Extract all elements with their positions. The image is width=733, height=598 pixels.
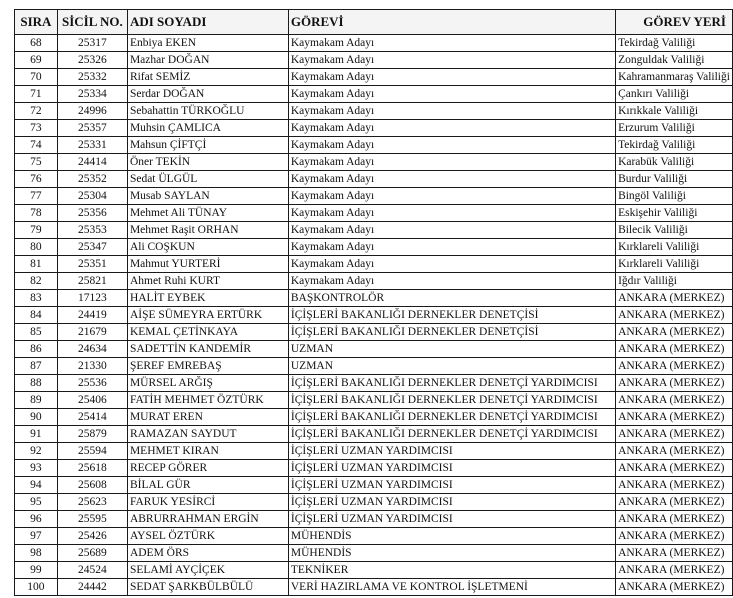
cell-sira: 82 (15, 273, 58, 290)
table-row (15, 409, 733, 426)
cell-gorevi: Kaymakam Adayı (288, 137, 615, 154)
cell-gorevi: Kaymakam Adayı (288, 69, 615, 86)
cell-sicil-no: 25347 (57, 239, 127, 256)
cell-sira: 93 (15, 460, 58, 477)
table-body (15, 35, 733, 596)
cell-gorev-yeri: Kahramanmaraş Valiliği (616, 69, 733, 86)
cell-gorev-yeri: Bilecik Valiliği (616, 222, 733, 239)
table-row (15, 52, 733, 69)
cell-adi-soyadi: Sedat ÜLGÜL (127, 171, 288, 188)
cell-adi-soyadi: Mazhar DOĞAN (127, 52, 288, 69)
cell-gorevi: İÇİŞLERİ UZMAN YARDIMCISI (288, 460, 615, 477)
table-row (15, 137, 733, 154)
table-row (15, 307, 733, 324)
cell-sicil-no: 24634 (57, 341, 127, 358)
cell-gorevi: İÇİŞLERİ BAKANLIĞI DERNEKLER DENETÇİSİ (288, 324, 615, 341)
cell-sira: 81 (15, 256, 58, 273)
cell-gorev-yeri: ANKARA (MERKEZ) (616, 307, 733, 324)
cell-gorevi: Kaymakam Adayı (288, 86, 615, 103)
cell-adi-soyadi: HALİT EYBEK (127, 290, 288, 307)
table-row (15, 341, 733, 358)
cell-sira: 94 (15, 477, 58, 494)
cell-adi-soyadi: Muhsin ÇAMLICA (127, 120, 288, 137)
cell-gorevi: İÇİŞLERİ BAKANLIĞI DERNEKLER DENETÇİ YARDIMCISI (288, 426, 615, 443)
table-row (15, 511, 733, 528)
cell-gorev-yeri: ANKARA (MERKEZ) (616, 494, 733, 511)
cell-gorev-yeri: Kırklareli Valiliği (616, 239, 733, 256)
cell-sicil-no: 25879 (57, 426, 127, 443)
cell-gorevi: VERİ HAZIRLAMA VE KONTROL İŞLETMENİ (288, 579, 615, 596)
cell-adi-soyadi: Ali COŞKUN (127, 239, 288, 256)
cell-adi-soyadi: SADETTİN KANDEMİR (127, 341, 288, 358)
cell-gorevi: Kaymakam Adayı (288, 35, 615, 52)
cell-gorevi: Kaymakam Adayı (288, 239, 615, 256)
cell-sira: 100 (15, 579, 58, 596)
cell-sira: 77 (15, 188, 58, 205)
cell-sicil-no: 25353 (57, 222, 127, 239)
cell-adi-soyadi: AİŞE SÜMEYRA ERTÜRK (127, 307, 288, 324)
cell-sicil-no: 25821 (57, 273, 127, 290)
table-row (15, 426, 733, 443)
cell-gorevi: Kaymakam Adayı (288, 154, 615, 171)
cell-sira: 99 (15, 562, 58, 579)
cell-gorevi: Kaymakam Adayı (288, 52, 615, 69)
cell-sicil-no: 25317 (57, 35, 127, 52)
cell-gorev-yeri: ANKARA (MERKEZ) (616, 358, 733, 375)
cell-gorev-yeri: Iğdır Valiliği (616, 273, 733, 290)
header-row (15, 10, 733, 35)
cell-sira: 73 (15, 120, 58, 137)
personnel-table (14, 9, 733, 596)
cell-gorev-yeri: ANKARA (MERKEZ) (616, 460, 733, 477)
cell-gorevi: BAŞKONTROLÖR (288, 290, 615, 307)
cell-sicil-no: 17123 (57, 290, 127, 307)
table-row (15, 375, 733, 392)
table-row (15, 443, 733, 460)
cell-sira: 69 (15, 52, 58, 69)
table-row (15, 120, 733, 137)
cell-adi-soyadi: ABRURRAHMAN ERGİN (127, 511, 288, 528)
header-sira: SIRA (15, 10, 58, 35)
cell-adi-soyadi: MURAT EREN (127, 409, 288, 426)
cell-gorevi: TEKNİKER (288, 562, 615, 579)
cell-gorev-yeri: ANKARA (MERKEZ) (616, 579, 733, 596)
cell-gorev-yeri: Çankırı Valiliği (616, 86, 733, 103)
cell-sira: 97 (15, 528, 58, 545)
header-adi-soyadi: ADI SOYADI (127, 10, 288, 35)
table-row (15, 460, 733, 477)
cell-gorev-yeri: Kırıkkale Valiliği (616, 103, 733, 120)
header-sicil-no: SİCİL NO. (57, 10, 127, 35)
cell-sicil-no: 25304 (57, 188, 127, 205)
cell-sicil-no: 21330 (57, 358, 127, 375)
cell-gorevi: Kaymakam Adayı (288, 273, 615, 290)
cell-adi-soyadi: ŞEREF EMREBAŞ (127, 358, 288, 375)
cell-gorev-yeri: Tekirdağ Valiliği (616, 137, 733, 154)
cell-adi-soyadi: Enbiya EKEN (127, 35, 288, 52)
cell-sicil-no: 24524 (57, 562, 127, 579)
cell-gorev-yeri: ANKARA (MERKEZ) (616, 324, 733, 341)
cell-gorevi: İÇİŞLERİ UZMAN YARDIMCISI (288, 511, 615, 528)
cell-gorevi: Kaymakam Adayı (288, 103, 615, 120)
cell-adi-soyadi: Mehmet Ali TÜNAY (127, 205, 288, 222)
cell-sira: 80 (15, 239, 58, 256)
cell-gorev-yeri: Erzurum Valiliği (616, 120, 733, 137)
table-row (15, 222, 733, 239)
cell-sicil-no: 24996 (57, 103, 127, 120)
cell-sicil-no: 25618 (57, 460, 127, 477)
cell-gorevi: İÇİŞLERİ BAKANLIĞI DERNEKLER DENETÇİ YARDIMCISI (288, 375, 615, 392)
table-row (15, 290, 733, 307)
cell-gorev-yeri: ANKARA (MERKEZ) (616, 477, 733, 494)
table-row (15, 273, 733, 290)
table-row (15, 256, 733, 273)
cell-sicil-no: 24419 (57, 307, 127, 324)
cell-adi-soyadi: SELAMİ AYÇİÇEK (127, 562, 288, 579)
cell-sira: 72 (15, 103, 58, 120)
table-row (15, 205, 733, 222)
cell-sira: 87 (15, 358, 58, 375)
cell-sicil-no: 25414 (57, 409, 127, 426)
table-row (15, 358, 733, 375)
cell-adi-soyadi: Musab SAYLAN (127, 188, 288, 205)
table-row (15, 545, 733, 562)
cell-adi-soyadi: KEMAL ÇETİNKAYA (127, 324, 288, 341)
cell-sira: 98 (15, 545, 58, 562)
cell-gorev-yeri: ANKARA (MERKEZ) (616, 392, 733, 409)
cell-adi-soyadi: RAMAZAN SAYDUT (127, 426, 288, 443)
table-row (15, 324, 733, 341)
cell-gorevi: İÇİŞLERİ BAKANLIĞI DERNEKLER DENETÇİ YARDIMCISI (288, 392, 615, 409)
cell-sira: 90 (15, 409, 58, 426)
cell-sicil-no: 25623 (57, 494, 127, 511)
cell-adi-soyadi: ADEM ÖRS (127, 545, 288, 562)
cell-gorevi: MÜHENDİS (288, 545, 615, 562)
table-row (15, 392, 733, 409)
cell-adi-soyadi: Rifat SEMİZ (127, 69, 288, 86)
cell-sicil-no: 25595 (57, 511, 127, 528)
cell-adi-soyadi: FARUK YESİRCİ (127, 494, 288, 511)
cell-gorev-yeri: ANKARA (MERKEZ) (616, 528, 733, 545)
cell-adi-soyadi: Serdar DOĞAN (127, 86, 288, 103)
cell-gorev-yeri: Bingöl Valiliği (616, 188, 733, 205)
cell-gorev-yeri: ANKARA (MERKEZ) (616, 341, 733, 358)
cell-gorevi: Kaymakam Adayı (288, 171, 615, 188)
cell-sicil-no: 25594 (57, 443, 127, 460)
cell-sira: 96 (15, 511, 58, 528)
table-row (15, 477, 733, 494)
cell-gorev-yeri: Karabük Valiliği (616, 154, 733, 171)
cell-sira: 74 (15, 137, 58, 154)
cell-gorevi: İÇİŞLERİ UZMAN YARDIMCISI (288, 494, 615, 511)
cell-adi-soyadi: RECEP GÖRER (127, 460, 288, 477)
cell-adi-soyadi: Mahsun ÇİFTÇİ (127, 137, 288, 154)
cell-sira: 68 (15, 35, 58, 52)
cell-gorevi: Kaymakam Adayı (288, 205, 615, 222)
cell-gorev-yeri: ANKARA (MERKEZ) (616, 375, 733, 392)
cell-gorev-yeri: ANKARA (MERKEZ) (616, 290, 733, 307)
cell-adi-soyadi: SEDAT ŞARKBÜLBÜLÜ (127, 579, 288, 596)
cell-gorev-yeri: Zonguldak Valiliği (616, 52, 733, 69)
cell-sira: 70 (15, 69, 58, 86)
cell-adi-soyadi: BİLAL GÜR (127, 477, 288, 494)
table-header (15, 10, 733, 35)
cell-gorevi: Kaymakam Adayı (288, 256, 615, 273)
cell-gorevi: İÇİŞLERİ BAKANLIĞI DERNEKLER DENETÇİ YARDIMCISI (288, 409, 615, 426)
cell-sira: 92 (15, 443, 58, 460)
cell-sira: 85 (15, 324, 58, 341)
cell-sira: 95 (15, 494, 58, 511)
cell-sira: 76 (15, 171, 58, 188)
cell-gorevi: Kaymakam Adayı (288, 222, 615, 239)
cell-gorevi: İÇİŞLERİ UZMAN YARDIMCISI (288, 477, 615, 494)
cell-sira: 79 (15, 222, 58, 239)
cell-adi-soyadi: FATİH MEHMET ÖZTÜRK (127, 392, 288, 409)
cell-adi-soyadi: Ahmet Ruhi KURT (127, 273, 288, 290)
table-row (15, 154, 733, 171)
table-row (15, 86, 733, 103)
cell-sicil-no: 25332 (57, 69, 127, 86)
table-row (15, 171, 733, 188)
cell-gorev-yeri: ANKARA (MERKEZ) (616, 511, 733, 528)
table-row (15, 69, 733, 86)
table-row (15, 528, 733, 545)
cell-gorevi: MÜHENDİS (288, 528, 615, 545)
cell-gorev-yeri: Burdur Valiliği (616, 171, 733, 188)
cell-sira: 83 (15, 290, 58, 307)
cell-sira: 88 (15, 375, 58, 392)
cell-adi-soyadi: Mehmet Raşit ORHAN (127, 222, 288, 239)
cell-sicil-no: 25352 (57, 171, 127, 188)
cell-gorev-yeri: ANKARA (MERKEZ) (616, 443, 733, 460)
table-row (15, 35, 733, 52)
cell-sira: 91 (15, 426, 58, 443)
table-row (15, 103, 733, 120)
cell-sira: 89 (15, 392, 58, 409)
cell-sicil-no: 25536 (57, 375, 127, 392)
header-gorevi: GÖREVİ (288, 10, 615, 35)
cell-sira: 84 (15, 307, 58, 324)
cell-gorevi: UZMAN (288, 358, 615, 375)
cell-sicil-no: 25426 (57, 528, 127, 545)
cell-gorev-yeri: Tekirdağ Valiliği (616, 35, 733, 52)
cell-gorev-yeri: ANKARA (MERKEZ) (616, 409, 733, 426)
cell-sicil-no: 25331 (57, 137, 127, 154)
cell-sicil-no: 25357 (57, 120, 127, 137)
cell-gorevi: İÇİŞLERİ BAKANLIĞI DERNEKLER DENETÇİSİ (288, 307, 615, 324)
cell-gorev-yeri: ANKARA (MERKEZ) (616, 545, 733, 562)
cell-sira: 75 (15, 154, 58, 171)
cell-sicil-no: 21679 (57, 324, 127, 341)
cell-gorevi: İÇİŞLERİ UZMAN YARDIMCISI (288, 443, 615, 460)
cell-adi-soyadi: Sebahattin TÜRKOĞLU (127, 103, 288, 120)
cell-sicil-no: 25689 (57, 545, 127, 562)
cell-sicil-no: 24414 (57, 154, 127, 171)
cell-gorevi: Kaymakam Adayı (288, 120, 615, 137)
table-row (15, 579, 733, 596)
table-row (15, 188, 733, 205)
cell-adi-soyadi: AYSEL ÖZTÜRK (127, 528, 288, 545)
cell-sicil-no: 25356 (57, 205, 127, 222)
cell-sira: 86 (15, 341, 58, 358)
cell-sicil-no: 25326 (57, 52, 127, 69)
table-row (15, 562, 733, 579)
cell-gorev-yeri: ANKARA (MERKEZ) (616, 426, 733, 443)
cell-gorev-yeri: Eskişehir Valiliği (616, 205, 733, 222)
cell-gorev-yeri: Kırklareli Valiliği (616, 256, 733, 273)
cell-sicil-no: 24442 (57, 579, 127, 596)
cell-adi-soyadi: Mahmut YURTERİ (127, 256, 288, 273)
table-row (15, 239, 733, 256)
cell-adi-soyadi: Öner TEKİN (127, 154, 288, 171)
cell-adi-soyadi: MEHMET KIRAN (127, 443, 288, 460)
cell-sicil-no: 25406 (57, 392, 127, 409)
cell-gorevi: Kaymakam Adayı (288, 188, 615, 205)
table-row (15, 494, 733, 511)
cell-adi-soyadi: MÜRSEL ARĞIŞ (127, 375, 288, 392)
cell-sicil-no: 25334 (57, 86, 127, 103)
header-gorev-yeri: GÖREV YERİ (616, 10, 733, 35)
cell-gorev-yeri: ANKARA (MERKEZ) (616, 562, 733, 579)
cell-sira: 78 (15, 205, 58, 222)
cell-sira: 71 (15, 86, 58, 103)
cell-gorevi: UZMAN (288, 341, 615, 358)
cell-sicil-no: 25608 (57, 477, 127, 494)
cell-sicil-no: 25351 (57, 256, 127, 273)
